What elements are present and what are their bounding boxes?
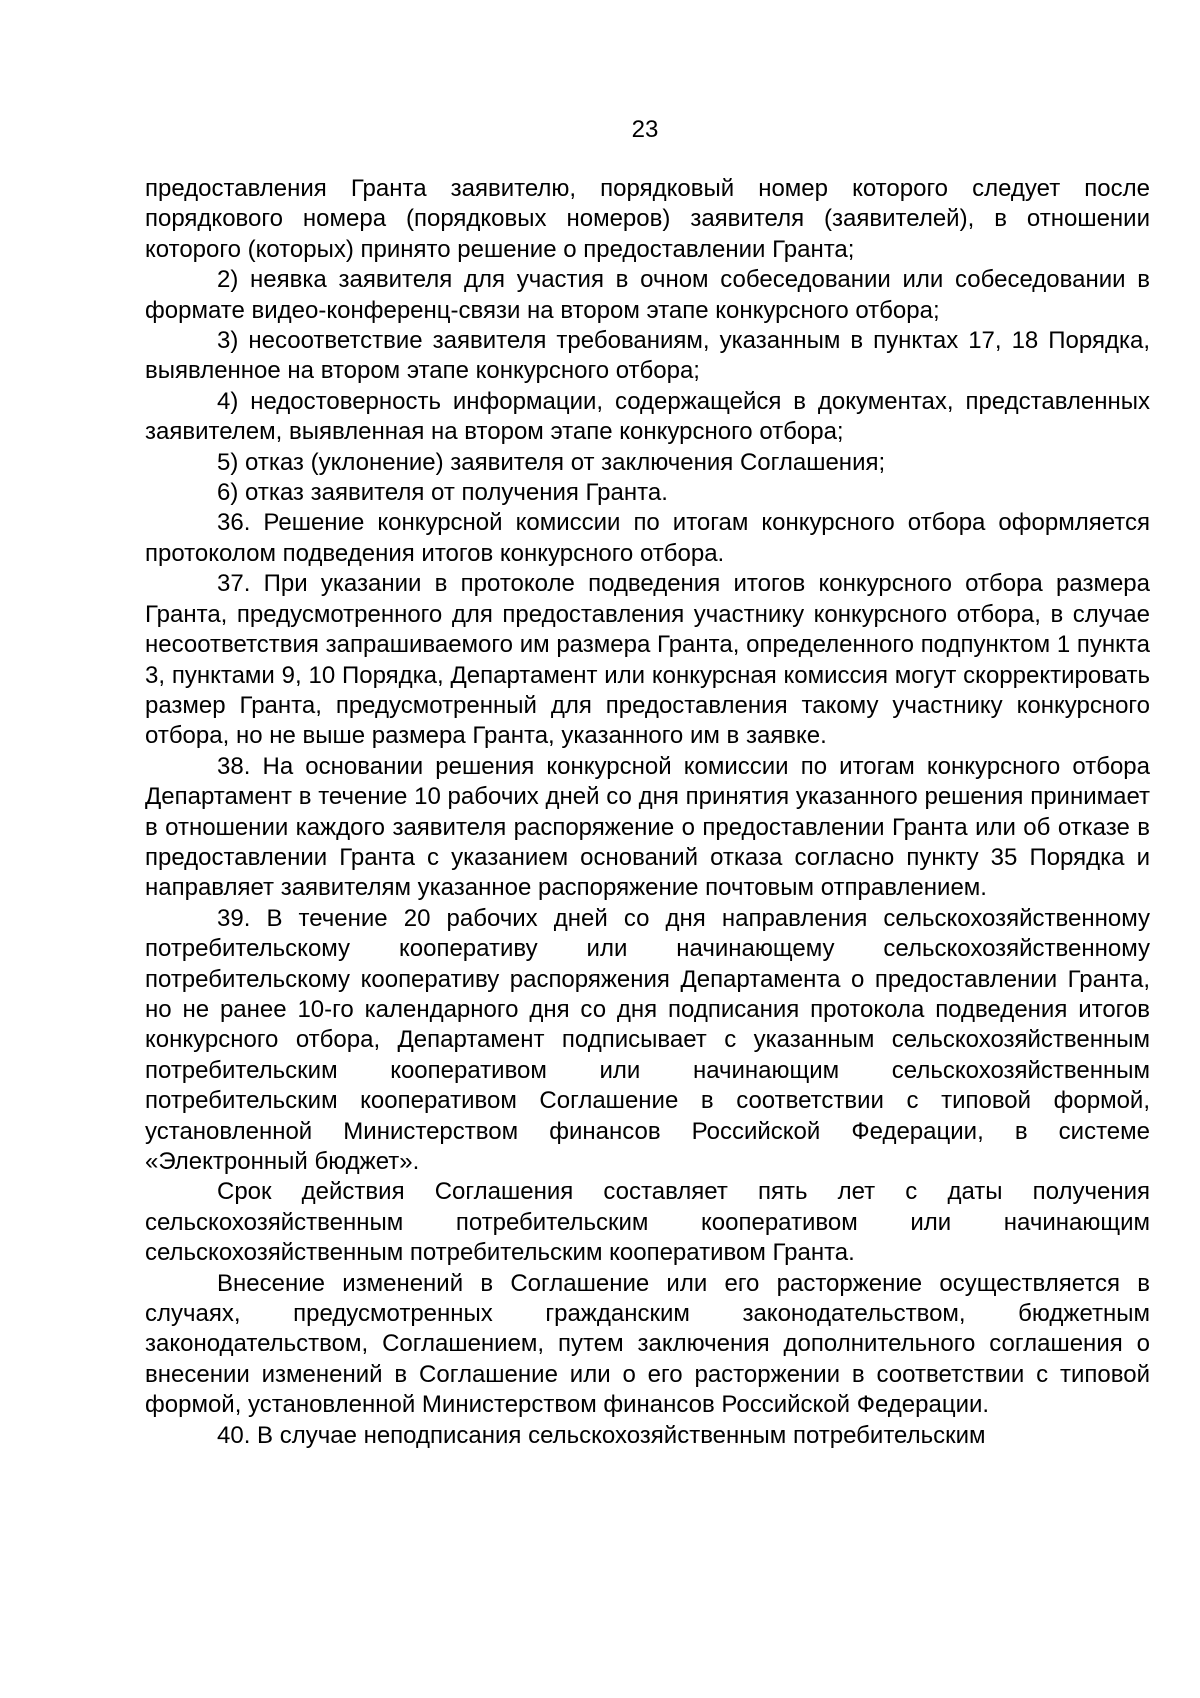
clause-39-term: Срок действия Соглашения составляет пять лет с даты получения сельскохозяйственным потребительским кооперативом или начинающим сельскохозяйственным потребительским кооперативом Гранта. [145,1178,1150,1267]
list-item-6: 6) отказ заявителя от получения Гранта. [217,479,668,507]
clause-37: 37. При указании в протоколе подведения итогов конкурсного отбора размера Гранта, предусмотренного для предоставления участнику конкурсного отбора, в случае несоответствия запрашиваемого им размера Гранта, определенного подпунктом 1 пункта 3, пунктами 9, 10 Порядка, Департамент или конкурсная комиссия могут скорректировать размер Гранта, предусмотренный для предоставления такому участнику конкурсного отбора, но не выше размера Гранта, указанного им в заявке. [145,570,1150,750]
document-body [145,174,1150,1451]
paragraph-continuation: предоставления Гранта заявителю, порядковый номер которого следует после порядкового номера (порядковых номеров) заявителя (заявителей), в отношении которого (которых) принято решение о предоставлении Гранта; [145,175,1150,263]
clause-38: 38. На основании решения конкурсной комиссии по итогам конкурсного отбора Департамент в течение 10 рабочих дней со дня принятия указанного решения принимает в отношении каждого заявителя распоряжение о предоставлении Гранта или об отказе в предоставлении Гранта с указанием оснований отказа согласно пункту 35 Порядка и направляет заявителям указанное распоряжение почтовым отправлением. [145,752,1150,902]
list-item-3: 3) несоответствие заявителя требованиям, указанным в пунктах 17, 18 Порядка, выявленное на втором этапе конкурсного отбора; [145,327,1150,385]
list-item-2: 2) неявка заявителя для участия в очном собеседовании или собеседовании в формате видео-конференц-связи на втором этапе конкурсного отбора; [145,266,1150,324]
clause-36: 36. Решение конкурсной комиссии по итогам конкурсного отбора оформляется протоколом подведения итогов конкурсного отбора. [145,509,1150,567]
list-item-4: 4) недостоверность информации, содержащейся в документах, представленных заявителем, выявленная на втором этапе конкурсного отбора; [145,387,1150,446]
clause-40: 40. В случае неподписания сельскохозяйственным потребительским [217,1421,986,1449]
page-number: 23 [631,116,659,143]
list-item-5: 5) отказ (уклонение) заявителя от заключения Соглашения; [217,448,886,476]
clause-39: 39. В течение 20 рабочих дней со дня направления сельскохозяйственному потребительскому кооперативу или начинающему сельскохозяйственному потребительскому кооперативу распоряжения Департамента о предоставлении Гранта, но не ранее 10-го календарного дня со дня подписания протокола подведения итогов конкурсного отбора, Департамент подписывает с указанным сельскохозяйственным потребительским кооперативом или начинающим сельскохозяйственным потребительским кооперативом Соглашение в соответствии с типовой формой, установленной Министерством финансов Российской Федерации, в системе «Электронный бюджет». [145,904,1150,1175]
clause-39-amendments: Внесение изменений в Соглашение или его расторжение осуществляется в случаях, предусмотренных гражданским законодательством, бюджетным законодательством, Соглашением, путем заключения дополнительного соглашения о внесении изменений в Соглашение или о его расторжении в соответствии с типовой формой, установленной Министерством финансов Российской Федерации. [145,1269,1150,1419]
